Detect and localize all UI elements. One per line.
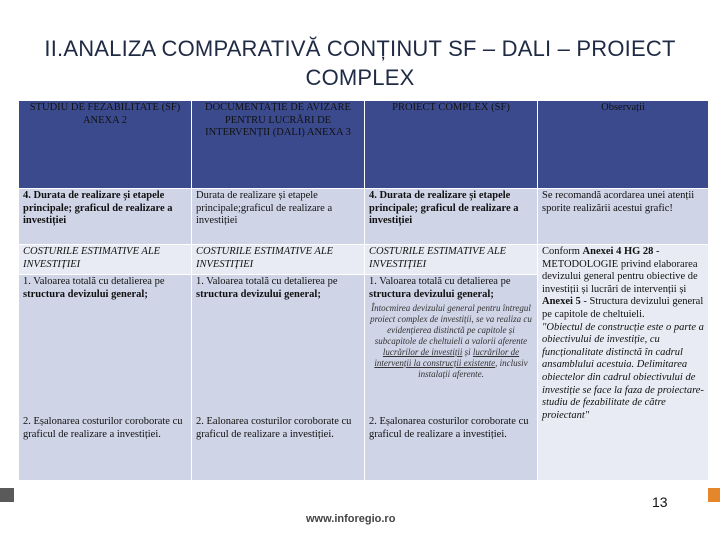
cell-row1-complex: 4. Durata de realizare și etapele principale; graficul de realizare a investiției (365, 189, 538, 245)
cell-observatii-costuri (538, 245, 709, 481)
dali-item1-bold: structura devizului general; (196, 288, 321, 300)
slide-title: II.ANALIZA COMPARATIVĂ CONȚINUT SF – DALI – PROIECT COMPLEX (44, 36, 676, 90)
obs-quote: "Obiectul de construcție este o parte a obiectivului de investiție, cu funcționalitate distinctă în cadrul ansamblului acestuia. Delimitarea obiectelor din cadrul obiectivului de investiție se face la faza de proiectare-studiu de fezabilitate de către proiectant" (542, 321, 704, 421)
obs-anexa5: Anexei 5 (542, 296, 581, 308)
dali-item1-text: 1. Valoarea totală cu detalierea pe (196, 276, 338, 287)
right-decoration (708, 488, 720, 502)
complex-note (369, 303, 533, 380)
cell-row1-sf: 4. Durata de realizare și etapele principale; graficul de realizare a investiției (19, 189, 192, 245)
footer-url: www.inforegio.ro (306, 513, 396, 525)
left-decoration (0, 488, 14, 502)
note-c: , inclusiv instalații aferente. (418, 358, 528, 380)
header-dali: DOCUMENTAȚIE DE AVIZARE PENTRU LUCRĂRI DE INTERVENȚII (DALI) ANEXA 3 (192, 101, 365, 189)
complex-item1-bold: structura devizului general; (369, 288, 494, 300)
note-u1: lucrărilor de investiții (382, 347, 463, 358)
obs-text-2: - METODOLOGIE privind elaborarea devizului general pentru obiective de investiții și lucrări de intervenții și (542, 246, 698, 295)
complex-item1-text: 1. Valoarea totală cu detalierea pe (369, 276, 511, 287)
page-number: 13 (652, 494, 668, 510)
cell-row1-obs: Se recomandă acordarea unei atenții sporite realizării acestui grafic! (538, 189, 709, 245)
complex-item2: 2. Eșalonarea costurilor coroborate cu graficul de realizare a investiției. (369, 416, 529, 440)
sf-item1-bold: structura devizului general; (23, 288, 148, 300)
table-row (19, 189, 709, 245)
note-u2: lucrărilor de intervenții la construcții existente (374, 347, 520, 369)
cell-row2-dali: COSTURILE ESTIMATIVE ALE INVESTIȚIEI (192, 245, 365, 275)
header-proiect-complex: PROIECT COMPLEX (SF) (365, 101, 538, 189)
cell-row3-dali (192, 275, 365, 481)
cell-row3-sf (19, 275, 192, 481)
note-b: și (462, 347, 473, 358)
cell-row3-complex (365, 275, 538, 481)
obs-text-1: Conform (542, 246, 583, 257)
table-header-row (19, 101, 709, 189)
cell-row2-sf: COSTURILE ESTIMATIVE ALE INVESTIȚIEI (19, 245, 192, 275)
dali-item2: 2. Ealonarea costurilor coroborate cu graficul de realizare a investiției. (196, 416, 352, 440)
obs-anexa4: Anexei 4 HG 28 (582, 246, 654, 257)
cell-row1-dali: Durata de realizare și etapele principale;graficul de realizare a investiției (192, 189, 365, 245)
obs-text-3: - Structura devizului general pe capitole de cheltuieli. (542, 296, 704, 320)
sf-item1-text: 1. Valoarea totală cu detalierea pe (23, 276, 165, 287)
table-row (19, 245, 709, 275)
cell-row2-complex: COSTURILE ESTIMATIVE ALE INVESTIȚIEI (365, 245, 538, 275)
note-a: Întocmirea devizului general pentru întregul proiect complex de investiții, se va realiza cu evidențierea distinctă pe capitole și subcapitole de cheltuieli a valorii aferente (370, 303, 532, 347)
comparison-table (18, 100, 709, 481)
sf-item2: 2. Eșalonarea costurilor coroborate cu graficul de realizare a investiției. (23, 416, 183, 440)
header-sf: STUDIU DE FEZABILITATE (SF) ANEXA 2 (19, 101, 192, 189)
header-observatii: Observații (538, 101, 709, 189)
